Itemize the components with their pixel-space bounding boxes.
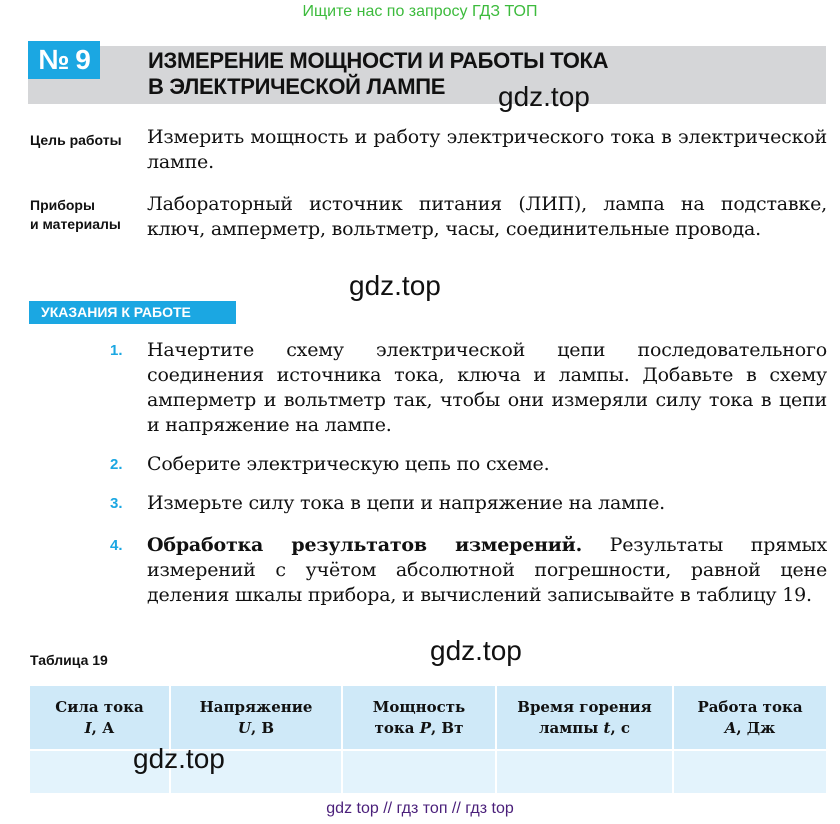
step-number: 3.	[110, 495, 123, 512]
step-body: Результаты прямых измерений с учётом абсолютной погрешности, равной цене деления шкалы прибора, и вычислений записывайте в таблицу 19.	[147, 534, 827, 606]
column-header-time: Время горения лампы t, с	[496, 685, 673, 750]
step-number: 4.	[110, 537, 123, 554]
results-table	[28, 684, 828, 795]
search-banner: Ищите нас по запросу ГДЗ ТОП	[302, 3, 538, 20]
step-text	[147, 533, 827, 608]
equipment-label-line-2: и материалы	[30, 216, 121, 232]
watermark: gdz.top	[349, 270, 441, 301]
step-number: 1.	[110, 342, 123, 359]
table-cell	[673, 750, 827, 794]
watermark: gdz.top	[133, 743, 225, 774]
equipment-label-line-1: Приборы	[30, 197, 95, 213]
table-header-row	[29, 685, 827, 750]
footer-watermark: gdz top // гдз топ // гдз top	[326, 800, 514, 817]
table-cell	[496, 750, 673, 794]
equipment-label	[30, 196, 145, 234]
watermark: gdz.top	[498, 81, 590, 112]
watermark: gdz.top	[430, 635, 522, 666]
instructions-heading: УКАЗАНИЯ К РАБОТЕ	[29, 301, 236, 324]
step-number: 2.	[110, 456, 123, 473]
column-header-power: Мощность тока P, Вт	[342, 685, 496, 750]
column-header-work: Работа тока A, Дж	[673, 685, 827, 750]
step-bold-lead: Обработка результатов измерений.	[147, 534, 582, 556]
step-text: Измерьте силу тока в цепи и напряжение на лампе.	[147, 492, 666, 514]
goal-label: Цель работы	[30, 132, 122, 148]
page-title	[148, 48, 748, 100]
table-cell	[342, 750, 496, 794]
table-caption: Таблица 19	[30, 652, 108, 668]
goal-text: Измерить мощность и работу электрического тока в электрической лампе.	[147, 126, 827, 173]
title-line-2: В ЭЛЕКТРИЧЕСКОЙ ЛАМПЕ	[148, 74, 446, 99]
step-text: Соберите электрическую цепь по схеме.	[147, 453, 550, 475]
step-text: Начертите схему электрической цепи последовательного соединения источника тока, ключа и лампы. Добавьте в схему амперметр и вольтметр так, чтобы они измеряли силу тока в цепи и напряжение на лампе.	[147, 339, 827, 436]
lab-number-badge: № 9	[28, 41, 100, 79]
column-header-voltage: Напряжение U, В	[170, 685, 342, 750]
column-header-current: Сила тока I, А	[29, 685, 170, 750]
title-line-1: ИЗМЕРЕНИЕ МОЩНОСТИ И РАБОТЫ ТОКА	[148, 48, 609, 73]
equipment-text: Лабораторный источник питания (ЛИП), лампа на подставке, ключ, амперметр, вольтметр, часы, соединительные провода.	[147, 193, 827, 240]
